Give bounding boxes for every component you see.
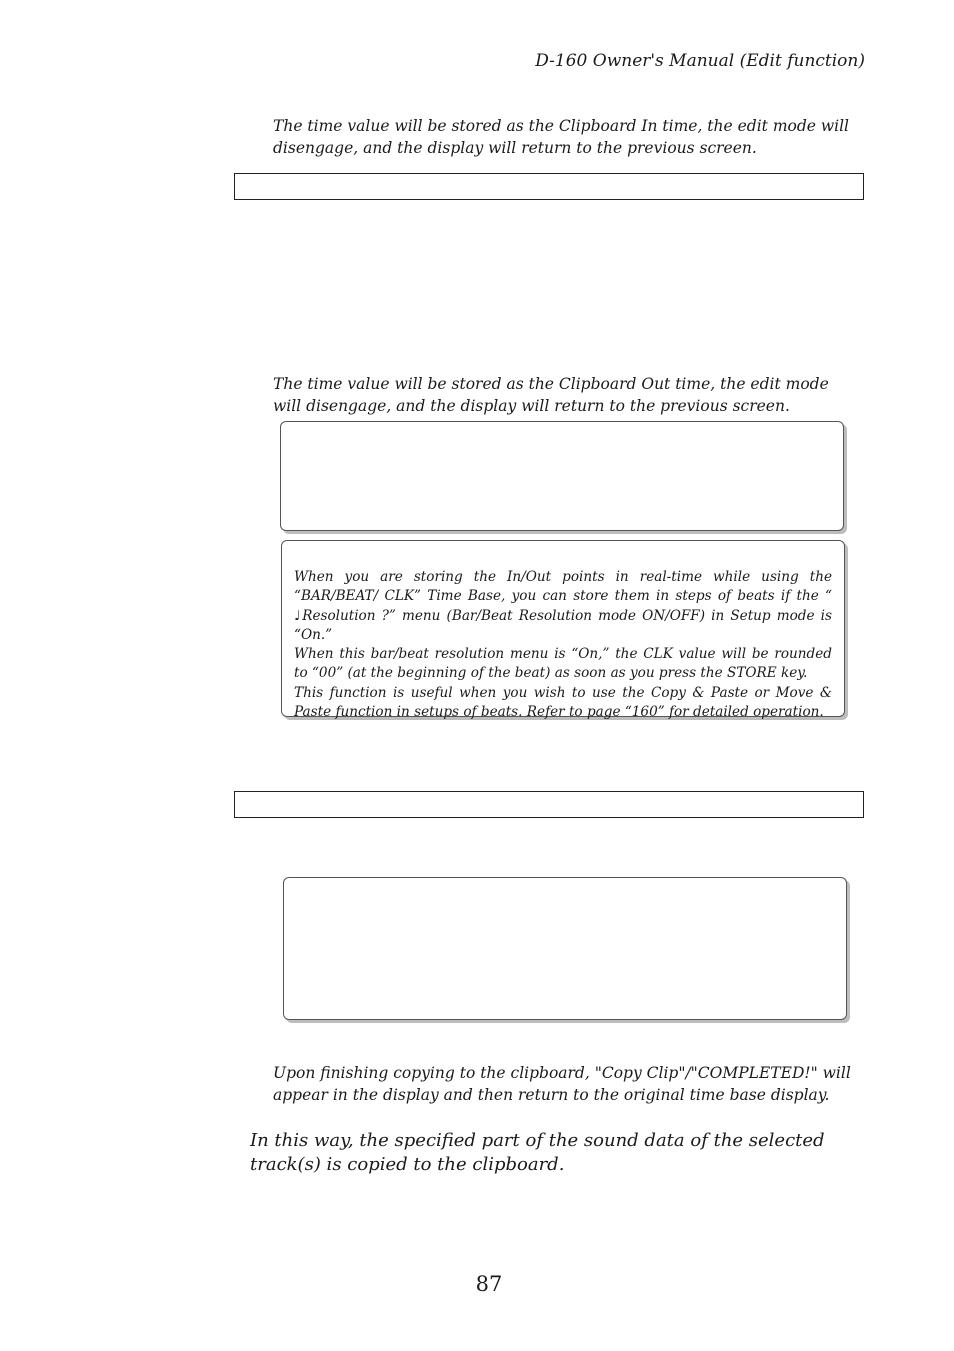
page-header: D-160 Owner's Manual (Edit function) bbox=[535, 51, 865, 71]
display-screen-panel-1 bbox=[280, 421, 844, 531]
note-line: This function is useful when you wish to use the Copy & Paste or Move & Paste function in setups of beats. Refer to page “160” for detailed operation. bbox=[294, 684, 832, 721]
note-line: When this bar/beat resolution menu is “On,” the CLK value will be rounded to “00” (at the beginning of the beat) as soon as you press the STORE key. bbox=[294, 646, 832, 682]
display-screen-panel-2 bbox=[283, 877, 847, 1020]
page-number: 87 bbox=[475, 1272, 503, 1296]
paragraph-copy-complete: Upon finishing copying to the clipboard, "Copy Clip"/"COMPLETED!" will appear in the display and then return to the original time base display. bbox=[273, 1064, 851, 1104]
paragraph-in-time: The time value will be stored as the Clipboard In time, the edit mode will disengage, and the display will return to the previous screen. bbox=[273, 117, 850, 157]
paragraph-out-time: The time value will be stored as the Clipboard Out time, the edit mode will disengage, and the display will return to the previous screen. bbox=[273, 375, 829, 415]
note-line: When you are storing the In/Out points in real-time while using the “BAR/BEAT/ CLK” Time Base, you can store them in steps of beats if the “ ♩Resolution ?” menu (Bar/Beat Resolution mode ON/OFF) in Setup mode is “On.” bbox=[294, 569, 832, 643]
section-heading-box-2 bbox=[234, 791, 864, 818]
note-text bbox=[294, 568, 832, 722]
closing-paragraph: In this way, the specified part of the sound data of the selected track(s) is copied to the clipboard. bbox=[250, 1130, 825, 1175]
section-heading-box-1 bbox=[234, 173, 864, 200]
note-panel bbox=[281, 540, 845, 721]
